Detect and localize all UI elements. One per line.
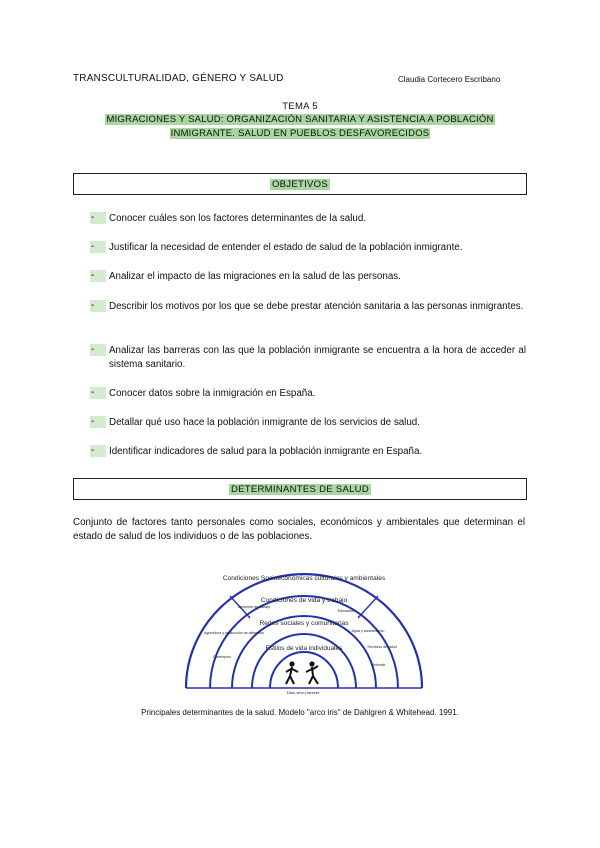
diagram-ring4-label: Estilos de vida individuales: [265, 645, 343, 652]
objective-item: - Analizar las barreras con las que la población inmigrante se encuentra a la hora de acceder al sistema sanitario.: [91, 344, 526, 370]
determinantes-heading-box: [73, 478, 527, 500]
diagram-outer-label: Condiciones Socioeconómicas culturales y ambientales: [222, 575, 386, 582]
objetivos-heading-box: [73, 173, 527, 195]
diagram-ring2-label: Condiciones de vida y trabajo: [260, 597, 348, 604]
diagram-small-label: Educación: [337, 609, 355, 613]
objective-item: - Conocer cuáles son los factores determinantes de la salud.: [91, 212, 367, 224]
figure-caption: Principales determinantes de la salud. Modelo "arco iris" de Dahlgren & Whitehead. 1991.: [141, 708, 459, 717]
diagram-small-label: Desempleo: [212, 655, 232, 659]
author-name: Claudia Cortecero Escribano: [398, 75, 501, 84]
arc-ring4: [252, 634, 356, 688]
people-icon: [286, 661, 318, 684]
diagram-small-label: Servicios de salud: [367, 645, 397, 649]
arc-ring2: [210, 596, 398, 688]
objective-item: - Describir los motivos por los que se debe prestar atención sanitaria a las personas inmigrantes.: [91, 300, 524, 312]
title-line-1: MIGRACIONES Y SALUD: ORGANIZACIÓN SANITARIA Y ASISTENCIA A POBLACIÓN: [106, 114, 494, 125]
diagram-small-label: Ambiente de trabajo: [237, 605, 271, 609]
determinantes-paragraph: Conjunto de factores tanto personales como sociales, económicos y ambientales que determinan el estado de salud de los individuos o de las poblaciones.: [73, 517, 525, 542]
diagram-small-label: Agricultura y producción de alimentos: [204, 631, 264, 635]
diagram-center-label: Edad, sexo y factores: [286, 691, 320, 695]
arc-inner: [270, 652, 338, 688]
objective-item: - Detallar qué uso hace la población inmigrante de los servicios de salud.: [91, 416, 420, 428]
title-line-2: INMIGRANTE. SALUD EN PUEBLOS DESFAVORECIDOS: [170, 128, 430, 139]
tema-number: TEMA 5: [282, 101, 318, 112]
objective-item: - Analizar el impacto de las migraciones en la salud de las personas.: [91, 270, 401, 282]
objective-item: - Justificar la necesidad de entender el estado de salud de la población inmigrante.: [91, 241, 463, 253]
objective-item: - Conocer datos sobre la inmigración en España.: [91, 387, 316, 399]
course-title: TRANSCULTURALIDAD, GÉNERO Y SALUD: [73, 73, 284, 84]
diagram-ring3-label: Redes sociales y comunitarias: [259, 620, 349, 627]
diagram-small-label: Agua y saneamiento: [351, 629, 385, 633]
objetivos-heading: OBJETIVOS: [271, 179, 329, 190]
rainbow-diagram: [172, 568, 432, 704]
diagram-small-label: Vivienda: [371, 663, 385, 667]
divider-right: [358, 596, 378, 618]
determinantes-heading: DETERMINANTES DE SALUD: [230, 484, 370, 495]
objective-item: - Identificar indicadores de salud para la población inmigrante en España.: [91, 445, 423, 457]
